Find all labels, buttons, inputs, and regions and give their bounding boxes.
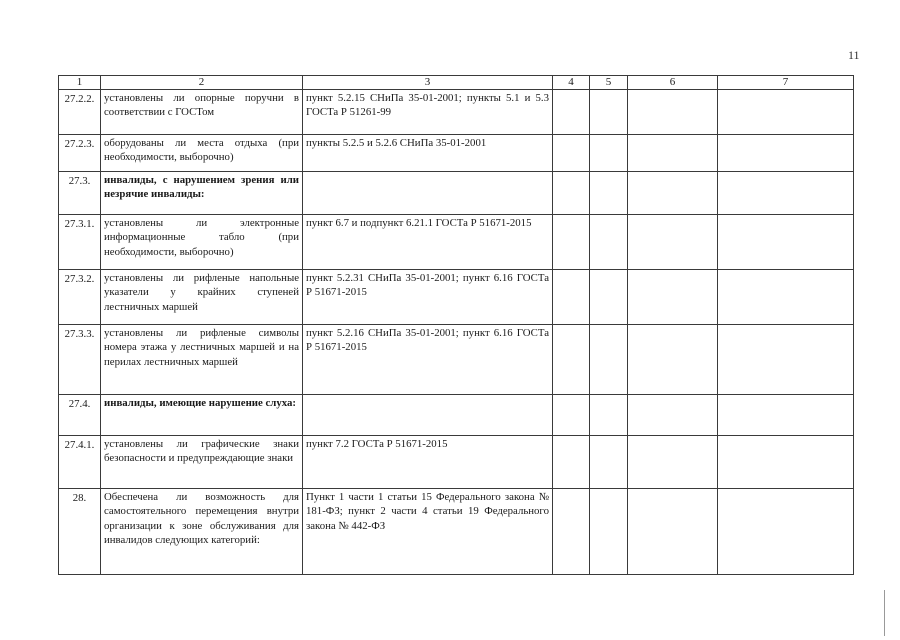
empty-cell (590, 172, 628, 215)
table-row (59, 270, 854, 325)
item-number: 27.3. (59, 172, 101, 215)
item-reference: пункт 7.2 ГОСТа Р 51671-2015 (303, 436, 553, 489)
empty-cell (590, 436, 628, 489)
column-header: 7 (718, 76, 854, 90)
empty-cell (553, 436, 590, 489)
item-reference: пункт 5.2.16 СНиПа 35-01-2001; пункт 6.16 ГОСТа Р 51671-2015 (303, 325, 553, 395)
item-description: установлены ли графические знаки безопасности и предупреждающие знаки (101, 436, 303, 489)
table-row (59, 215, 854, 270)
empty-cell (718, 172, 854, 215)
item-number: 27.3.3. (59, 325, 101, 395)
empty-cell (553, 172, 590, 215)
page-number: 11 (848, 48, 860, 62)
empty-cell (590, 270, 628, 325)
empty-cell (553, 325, 590, 395)
item-reference: пункт 5.2.31 СНиПа 35-01-2001; пункт 6.16 ГОСТа Р 51671-2015 (303, 270, 553, 325)
item-number: 27.4. (59, 395, 101, 436)
table-row (59, 325, 854, 395)
table-header-row (59, 76, 854, 90)
checklist-table (58, 75, 854, 575)
column-header: 1 (59, 76, 101, 90)
table-row (59, 90, 854, 135)
item-reference: пункт 6.7 и подпункт 6.21.1 ГОСТа Р 51671-2015 (303, 215, 553, 270)
margin-line (884, 590, 885, 636)
empty-cell (590, 90, 628, 135)
empty-cell (628, 172, 718, 215)
item-number: 28. (59, 489, 101, 575)
empty-cell (553, 90, 590, 135)
empty-cell (718, 90, 854, 135)
empty-cell (553, 135, 590, 172)
table-row (59, 489, 854, 575)
item-number: 27.2.2. (59, 90, 101, 135)
empty-cell (590, 325, 628, 395)
empty-cell (590, 215, 628, 270)
item-reference (303, 172, 553, 215)
section-heading: инвалиды, имеющие нарушение слуха: (101, 395, 303, 436)
empty-cell (590, 395, 628, 436)
table-row (59, 172, 854, 215)
item-reference (303, 395, 553, 436)
empty-cell (553, 395, 590, 436)
empty-cell (718, 489, 854, 575)
empty-cell (628, 489, 718, 575)
empty-cell (590, 489, 628, 575)
column-header: 2 (101, 76, 303, 90)
item-reference: пункт 5.2.15 СНиПа 35-01-2001; пункты 5.1 и 5.3 ГОСТа Р 51261-99 (303, 90, 553, 135)
empty-cell (628, 135, 718, 172)
section-heading: инвалиды, с нарушением зрения или незрячие инвалиды: (101, 172, 303, 215)
item-description: установлены ли рифленые напольные указатели у крайних ступеней лестничных маршей (101, 270, 303, 325)
item-number: 27.2.3. (59, 135, 101, 172)
empty-cell (718, 215, 854, 270)
empty-cell (718, 436, 854, 489)
empty-cell (553, 489, 590, 575)
table-row (59, 135, 854, 172)
item-description: оборудованы ли места отдыха (при необходимости, выборочно) (101, 135, 303, 172)
empty-cell (628, 90, 718, 135)
item-reference: пункты 5.2.5 и 5.2.6 СНиПа 35-01-2001 (303, 135, 553, 172)
empty-cell (718, 325, 854, 395)
empty-cell (718, 395, 854, 436)
item-description: установлены ли опорные поручни в соответствии с ГОСТом (101, 90, 303, 135)
item-number: 27.4.1. (59, 436, 101, 489)
empty-cell (553, 215, 590, 270)
item-description: установлены ли электронные информационные табло (при необходимости, выборочно) (101, 215, 303, 270)
empty-cell (718, 270, 854, 325)
table-row (59, 395, 854, 436)
column-header: 3 (303, 76, 553, 90)
item-reference: Пункт 1 части 1 статьи 15 Федерального закона № 181-ФЗ; пункт 2 части 4 статьи 19 Федерального закона № 442-ФЗ (303, 489, 553, 575)
empty-cell (628, 395, 718, 436)
item-description: установлены ли рифленые символы номера этажа у лестничных маршей и на перилах лестничных маршей (101, 325, 303, 395)
item-number: 27.3.2. (59, 270, 101, 325)
column-header: 6 (628, 76, 718, 90)
empty-cell (628, 436, 718, 489)
empty-cell (628, 215, 718, 270)
table-row (59, 436, 854, 489)
empty-cell (628, 325, 718, 395)
item-description: Обеспечена ли возможность для самостоятельного перемещения внутри организации к зоне обслуживания для инвалидов следующих категорий: (101, 489, 303, 575)
empty-cell (590, 135, 628, 172)
empty-cell (628, 270, 718, 325)
empty-cell (553, 270, 590, 325)
item-number: 27.3.1. (59, 215, 101, 270)
empty-cell (718, 135, 854, 172)
column-header: 4 (553, 76, 590, 90)
column-header: 5 (590, 76, 628, 90)
